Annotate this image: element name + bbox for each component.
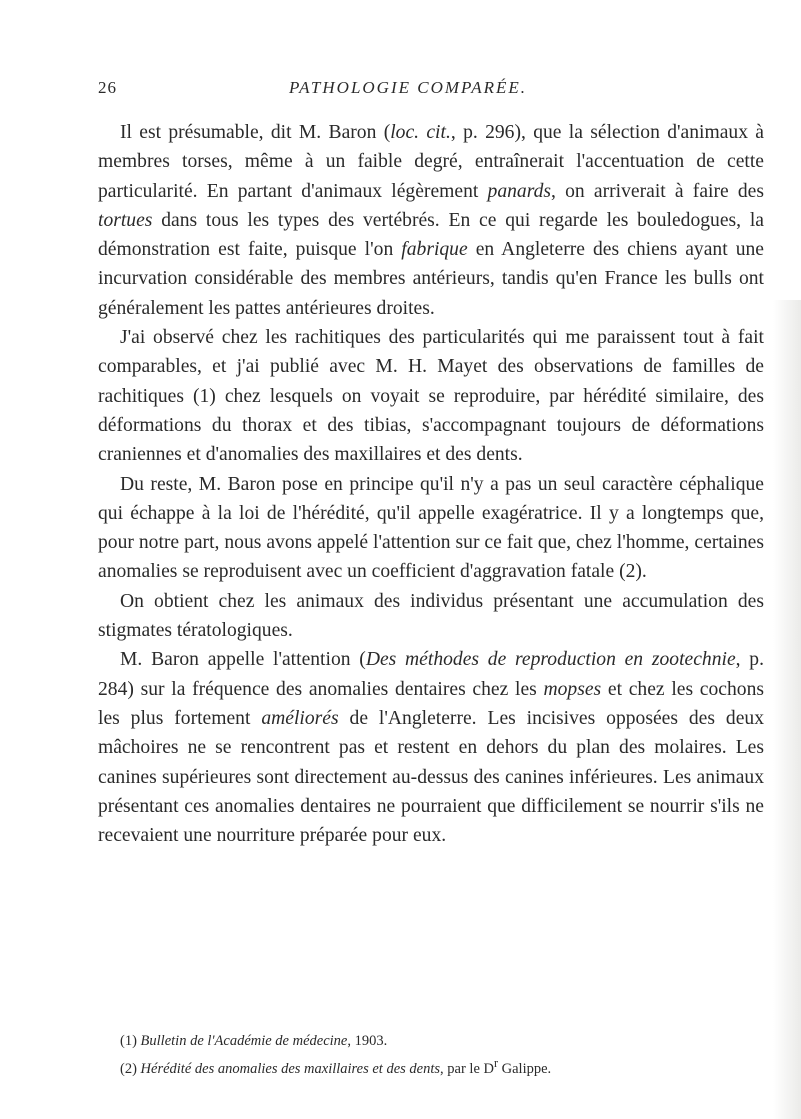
paragraph: M. Baron appelle l'attention (Des méthodes de reproduction en zootechnie, p. 284) sur la fréquence des anomalies dentaires chez les mopses et chez les cochons les plus fortement améliorés de l'Angleterre. Les incisives opposées des deux mâchoires ne se rencontrent pas et restent en dehors du plan des molaires. Les canines supérieures sont directement au-dessus des canines inférieures. Les animaux présentant ces anomalies dentaires ne pourraient que difficilement se nourrir s'ils ne recevaient une nourriture préparée pour eux.: [98, 649, 764, 847]
running-title: PATHOLOGIE COMPARÉE.: [288, 78, 527, 97]
emphasis: améliorés: [261, 707, 339, 729]
footnote-marker: (1): [120, 1033, 141, 1049]
paragraph: On obtient chez les animaux des individus présentant une accumulation des stigmates tératologiques.: [98, 590, 764, 642]
page-number: 26: [98, 78, 117, 97]
footnote: (2) Hérédité des anomalies des maxillaires et des dents, par le $D^r$ Galippe.: [120, 1056, 552, 1077]
footnote-marker: (2): [120, 1060, 141, 1077]
footnote: (1) Bulletin de l'Académie de médecine, 1903.: [120, 1033, 388, 1049]
emphasis: mopses: [543, 678, 602, 700]
body-text: [98, 118, 764, 850]
page-header: [98, 78, 718, 102]
emphasis: fabrique: [401, 239, 468, 261]
paragraph: Du reste, M. Baron pose en principe qu'il n'y a pas un seul caractère céphalique qui échappe à la loi de l'hérédité, qu'il appelle exagératrice. Il y a longtemps que, pour notre part, nous avons appelé l'attention sur ce fait que, chez l'homme, certaines anomalies se reproduisent avec un coefficient d'aggravation fatale (2).: [98, 473, 764, 583]
citation: loc. cit.: [390, 122, 451, 143]
emphasis: tortues: [98, 209, 153, 231]
paragraph: Il est présumable, dit M. Baron (loc. cit., p. 296), que la sélection d'animaux à membres torses, même à un faible degré, entraînerait l'accentuation de cette particularité. En partant d'animaux légèrement panards, on arriverait à faire des tortues dans tous les types des vertébrés. En ce qui regarde les bouledogues, la démonstration est faite, puisque l'on fabrique en Angleterre des chiens ayant une incurvation considérable des membres antérieurs, tandis qu'en France les bulls ont généralement les pattes antérieures droites.: [98, 122, 764, 319]
page-edge-shadow: [773, 300, 801, 1119]
emphasis: panards: [487, 180, 552, 202]
citation: Des méthodes de reproduction en zootechnie: [365, 649, 736, 671]
footnotes: [120, 1030, 760, 1080]
paragraph: J'ai observé chez les rachitiques des particularités qui me paraissent tout à fait comparables, et j'ai publié avec M. H. Mayet des observations de familles de rachitiques (1) chez lesquels on voyait se reproduire, par hérédité similaire, des déformations du thorax et des tibias, s'accompagnant toujours de déformations craniennes et d'anomalies des maxillaires et des dents.: [98, 327, 764, 466]
